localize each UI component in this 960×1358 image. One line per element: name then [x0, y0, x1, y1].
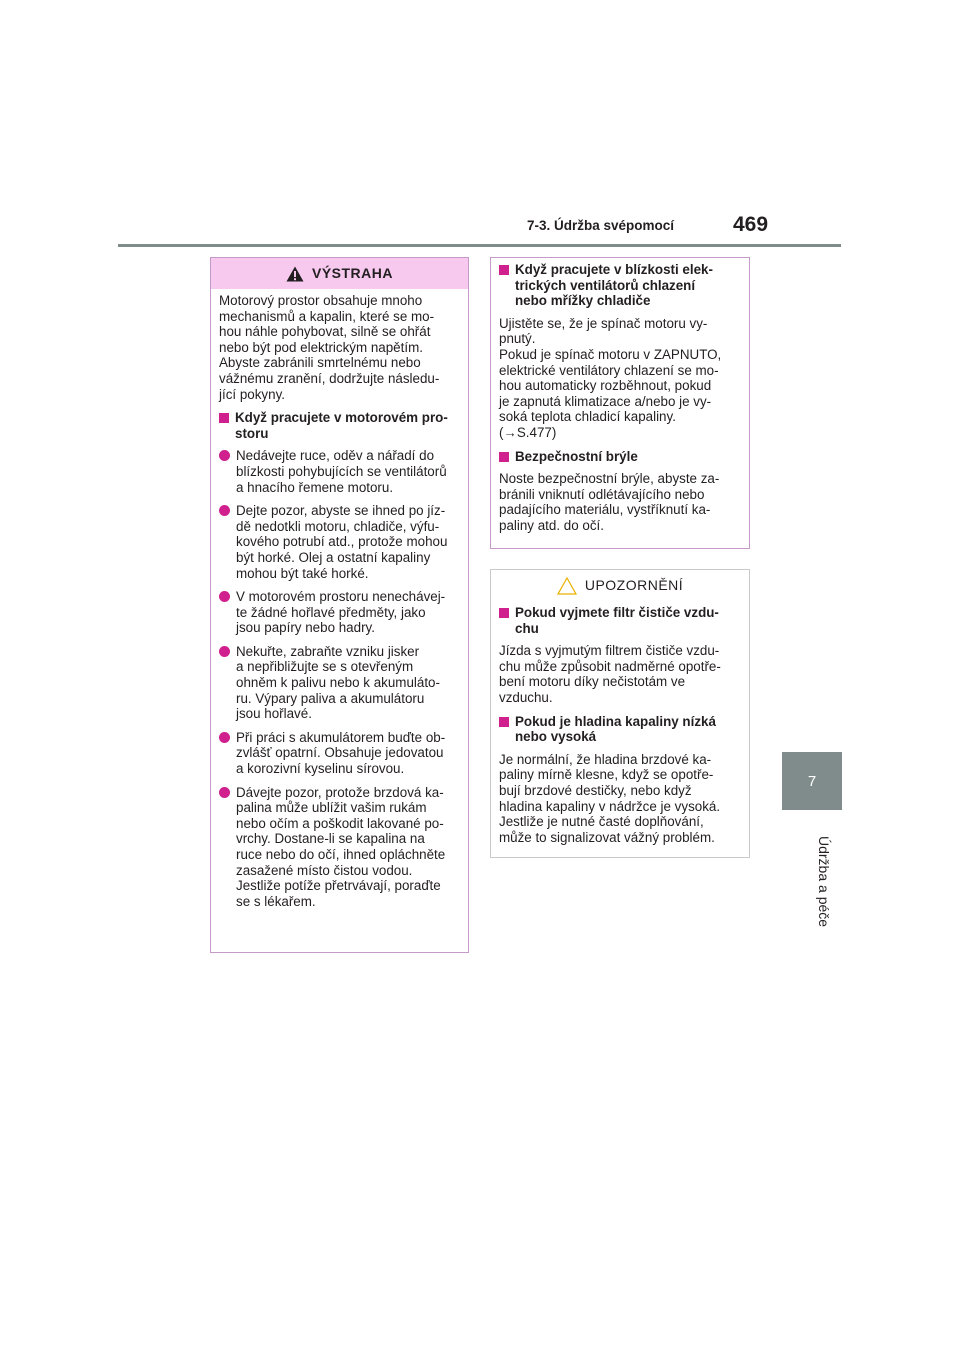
section-title: 7-3. Údržba svépomocí [527, 218, 675, 233]
list-item: Dejte pozor, abyste se ihned po jíz- dě nedotkli motoru, chladiče, výfu- kového potrubí atd., protože mohou být horké. Olej a ostatní kapaliny mohou být také horké. [219, 503, 459, 581]
page-number: 469 [733, 213, 769, 236]
warning-triangle-icon [286, 266, 304, 282]
list-item: Nedávejte ruce, oděv a nářadí do blízkosti pohybujících se ventilátorů a hnacího řemene motoru. [219, 448, 459, 495]
square-bullet-icon [499, 608, 509, 618]
chapter-label: Údržba a péče [816, 836, 832, 928]
chapter-number: 7 [807, 772, 817, 790]
round-bullet-icon [219, 591, 230, 602]
section-text: Jízda s vyjmutým filtrem čističe vzdu- chu může způsobit nadměrné opotře- bení motoru díky nečistotám ve vzduchu. [499, 643, 721, 705]
list-item: Při práci s akumulátorem buďte ob- zvlášť opatrní. Obsahuje jedovatou a korozivní kyselinu sírovou. [219, 730, 459, 777]
section-heading: Bezpečnostní brýle [499, 449, 740, 465]
square-bullet-icon [499, 265, 509, 275]
notice-box [490, 569, 750, 858]
list-item: Nekuřte, zabraňte vzniku jisker a nepřibližujte se s otevřeným ohněm k palivu nebo k akumuláto- ru. Výpary paliva a akumulátoru jsou hořlavé. [219, 644, 459, 722]
section-heading: Pokud vyjmete filtr čističe vzdu- chu [499, 605, 740, 636]
warning-continued-box [490, 257, 750, 549]
warning-box [210, 257, 469, 953]
notice-box-title: UPOZORNĚNÍ [584, 576, 684, 593]
round-bullet-icon [219, 646, 230, 657]
warning-heading: Když pracujete v motorovém pro- storu [219, 410, 459, 441]
round-bullet-icon [219, 450, 230, 461]
header-divider [118, 244, 841, 247]
warning-intro: Motorový prostor obsahuje mnoho mechanismů a kapalin, které se mo- hou náhle pohybovat, silně se ohřát nebo být pod elektrickým napětím. Abyste zabránili smrtelnému nebo vážnému zranění, dodržujte následu- jící pokyny. [219, 293, 440, 402]
square-bullet-icon [219, 413, 229, 423]
square-bullet-icon [499, 717, 509, 727]
section-text: Noste bezpečnostní brýle, abyste za- bránili vniknutí odlétávajícího nebo padajícího materiálu, vystříknutí ka- paliny atd. do očí. [499, 471, 720, 533]
square-bullet-icon [499, 452, 509, 462]
section-heading: Pokud je hladina kapaliny nízká nebo vysoká [499, 714, 740, 745]
round-bullet-icon [219, 505, 230, 516]
round-bullet-icon [219, 787, 230, 798]
section-text: Je normální, že hladina brzdové ka- paliny mírně klesne, když se opotře- bují brzdové destičky, nebo když hladina kapaliny v nádržce je vysoká. Jestliže je nutné časté doplňování, může to signalizovat vážný problém. [499, 751, 721, 845]
section-text: Ujistěte se, že je spínač motoru vy- pnutý. Pokud je spínač motoru v ZAPNUTO, elektrické ventilátory chlazení se mo- hou automaticky rozběhnout, pokud je zapnutá klimatizace a/nebo je vy- soká teplota chladicí kapaliny. (→S.477) [499, 315, 722, 440]
list-item: Dávejte pozor, protože brzdová ka- palina může ublížit vašim rukám nebo očím a poškodit lakované po- vrchy. Dostane-li se kapalina na ruce nebo do očí, ihned opláchněte zasažené místo čistou vodou. Jestliže potíže přetrvávají, poraďte se s lékařem. [219, 785, 459, 910]
round-bullet-icon [219, 732, 230, 743]
section-heading: Když pracujete v blízkosti elek- trických ventilátorů chlazení nebo mřížky chladiče [499, 262, 740, 309]
chapter-tab [782, 752, 842, 810]
notice-box-header [491, 570, 749, 601]
warning-box-title: VÝSTRAHA [311, 264, 393, 281]
list-item: V motorovém prostoru nenechávej- te žádné hořlavé předměty, jako jsou papíry nebo hadry. [219, 589, 459, 636]
caution-triangle-icon [557, 577, 577, 595]
warning-box-header [211, 258, 468, 289]
